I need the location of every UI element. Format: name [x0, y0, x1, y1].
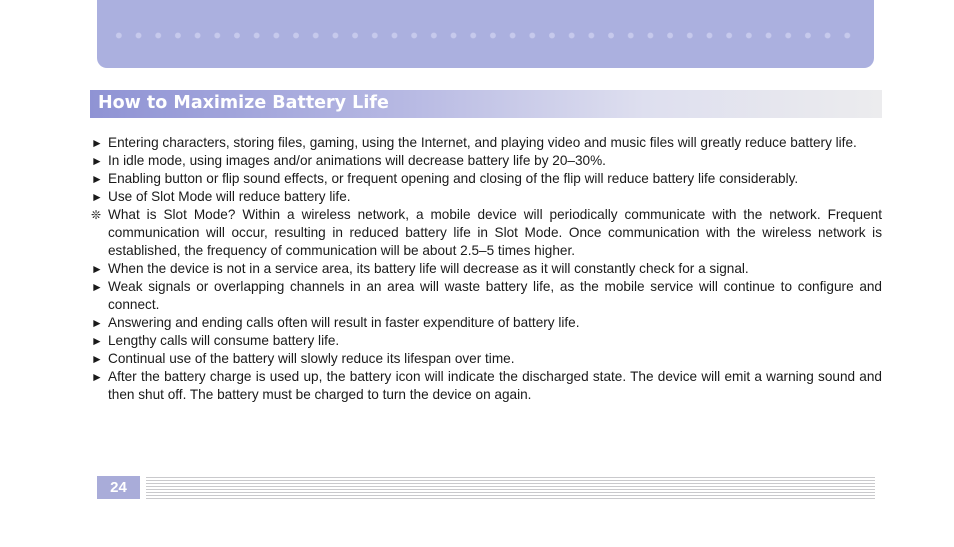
arrow-bullet-icon: ►	[91, 316, 103, 330]
note-item	[90, 206, 882, 260]
bullet-list	[90, 134, 882, 404]
list-item	[90, 350, 882, 368]
list-item-text: Lengthy calls will consume battery life.	[108, 333, 340, 348]
list-item	[90, 134, 882, 152]
list-item	[90, 278, 882, 314]
arrow-bullet-icon: ►	[91, 172, 103, 186]
list-item-text: In idle mode, using images and/or animations will decrease battery life by 20–30%.	[108, 153, 606, 168]
arrow-bullet-icon: ►	[91, 280, 103, 294]
arrow-bullet-icon: ►	[91, 154, 103, 168]
list-item	[90, 170, 882, 188]
arrow-bullet-icon: ►	[91, 262, 103, 276]
arrow-bullet-icon: ►	[91, 370, 103, 384]
dot-pattern	[109, 26, 862, 58]
list-item	[90, 314, 882, 332]
page-number: 24	[97, 476, 140, 499]
list-item-text: Entering characters, storing files, gaming, using the Internet, and playing video and music files will greatly reduce battery life.	[108, 135, 857, 150]
list-item	[90, 152, 882, 170]
section-title: How to Maximize Battery Life	[98, 93, 389, 113]
arrow-bullet-icon: ►	[91, 136, 103, 150]
section-header	[90, 90, 882, 118]
arrow-bullet-icon: ►	[91, 334, 103, 348]
list-item	[90, 332, 882, 350]
list-item-text: Weak signals or overlapping channels in an area will waste battery life, as the mobile service will continue to configure and connect.	[108, 279, 882, 312]
arrow-bullet-icon: ►	[91, 352, 103, 366]
list-item	[90, 368, 882, 404]
note-text: What is Slot Mode? Within a wireless network, a mobile device will periodically communicate with the network. Frequent communication will occur, resulting in reduced battery life in Slot Mode. Once communication with the wireless network is established, the frequency of communication will be about 2.5–5 times higher.	[108, 207, 882, 258]
list-item-text: Answering and ending calls often will result in faster expenditure of battery life.	[108, 315, 580, 330]
list-item	[90, 260, 882, 278]
footer-rule-lines	[146, 477, 875, 499]
top-banner	[97, 0, 874, 68]
list-item-text: Use of Slot Mode will reduce battery life.	[108, 189, 351, 204]
note-star-icon: ❊	[91, 208, 102, 222]
list-item-text: Continual use of the battery will slowly reduce its lifespan over time.	[108, 351, 515, 366]
list-item-text: After the battery charge is used up, the battery icon will indicate the discharged state. The device will emit a warning sound and then shut off. The battery must be charged to turn the device on again.	[108, 369, 882, 402]
list-item	[90, 188, 882, 206]
list-item-text: Enabling button or flip sound effects, or frequent opening and closing of the flip will reduce battery life considerably.	[108, 171, 799, 186]
list-item-text: When the device is not in a service area, its battery life will decrease as it will constantly check for a signal.	[108, 261, 749, 276]
arrow-bullet-icon: ►	[91, 190, 103, 204]
